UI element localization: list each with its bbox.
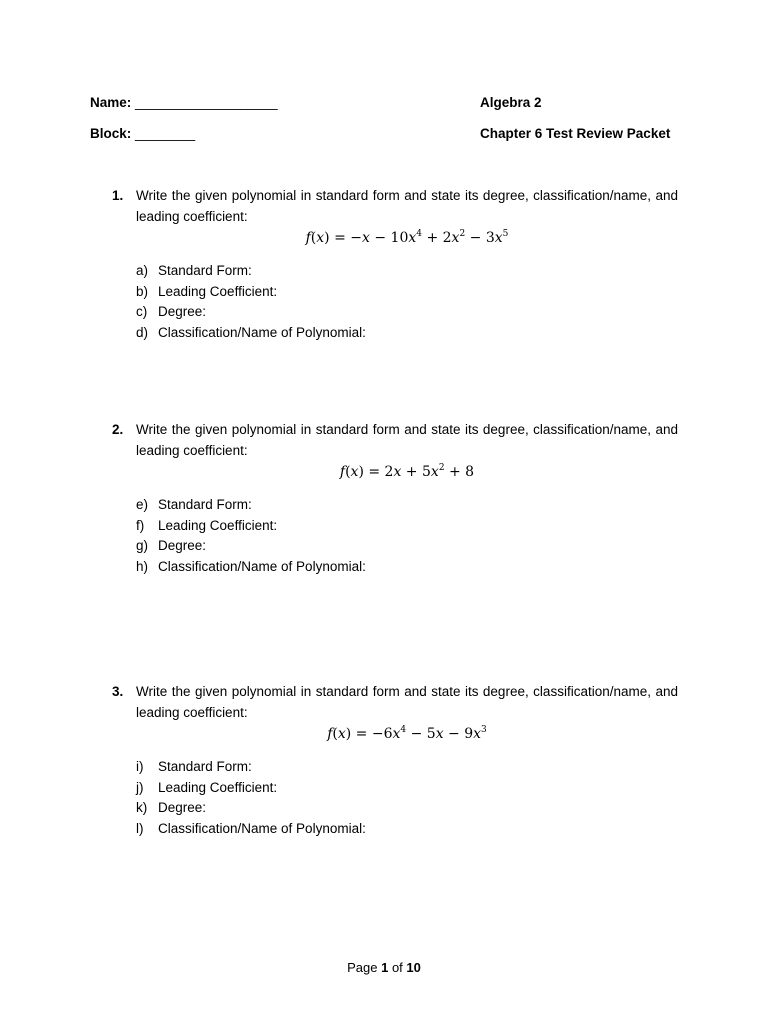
answer-parts bbox=[112, 261, 678, 343]
part-label: Classification/Name of Polynomial: bbox=[158, 558, 366, 574]
of-word: of bbox=[391, 960, 403, 975]
part-letter: c) bbox=[136, 304, 148, 319]
name-label: Name: bbox=[90, 95, 132, 110]
part-letter: e) bbox=[136, 497, 149, 512]
page-word: Page bbox=[347, 960, 378, 975]
part-label: Standard Form: bbox=[158, 263, 252, 278]
part-label: Standard Form: bbox=[158, 759, 252, 774]
part-letter: i) bbox=[136, 759, 144, 774]
packet-title: Chapter 6 Test Review Packet bbox=[480, 126, 671, 141]
part-label: Degree: bbox=[158, 538, 207, 553]
block-label: Block: bbox=[90, 126, 132, 141]
part-letter: k) bbox=[136, 800, 148, 815]
part-label: Classification/Name of Polynomial: bbox=[158, 820, 366, 836]
question-number: 2. bbox=[112, 422, 124, 437]
question-number: 1. bbox=[112, 188, 124, 203]
current-page: 1 bbox=[381, 960, 389, 975]
page-number bbox=[0, 960, 768, 975]
part-leading-coefficient bbox=[112, 516, 678, 537]
part-degree bbox=[112, 536, 678, 557]
course-title: Algebra 2 bbox=[480, 95, 542, 110]
part-degree bbox=[112, 302, 678, 323]
part-letter: a) bbox=[136, 263, 149, 278]
question-number: 3. bbox=[112, 684, 124, 699]
part-letter: g) bbox=[136, 538, 149, 553]
part-letter: j) bbox=[136, 779, 144, 795]
question-2 bbox=[112, 420, 678, 577]
part-label: Degree: bbox=[158, 800, 207, 815]
question-3 bbox=[112, 682, 678, 839]
polynomial-equation: $f(x) = -x - 10x^4 + 2x^2 - 3x^5$ bbox=[305, 229, 509, 246]
answer-parts bbox=[112, 495, 678, 577]
part-leading-coefficient bbox=[112, 282, 678, 303]
part-letter: b) bbox=[136, 283, 149, 299]
question-prompt: Write the given polynomial in standard form and state its degree, classification/name, and leading coefficient: bbox=[136, 684, 678, 720]
part-classification bbox=[112, 557, 678, 578]
polynomial-equation: $f(x) = 2x + 5x^2 + 8$ bbox=[339, 463, 475, 480]
part-label: Degree: bbox=[158, 304, 207, 319]
question-prompt: Write the given polynomial in standard form and state its degree, classification/name, and leading coefficient: bbox=[136, 422, 678, 458]
part-letter: l) bbox=[136, 820, 144, 836]
name-line: ___________________ bbox=[135, 95, 278, 110]
part-label: Classification/Name of Polynomial: bbox=[158, 324, 366, 340]
part-leading-coefficient bbox=[112, 778, 678, 799]
part-label: Leading Coefficient: bbox=[158, 779, 278, 795]
part-standard-form bbox=[112, 757, 678, 778]
name-field bbox=[90, 95, 278, 110]
question-prompt: Write the given polynomial in standard form and state its degree, classification/name, and leading coefficient: bbox=[136, 188, 678, 224]
part-letter: f) bbox=[136, 517, 145, 533]
part-classification bbox=[112, 323, 678, 344]
part-label: Standard Form: bbox=[158, 497, 252, 512]
part-classification bbox=[112, 819, 678, 840]
answer-parts bbox=[112, 757, 678, 839]
block-line: ________ bbox=[135, 126, 196, 141]
part-label: Leading Coefficient: bbox=[158, 283, 278, 299]
polynomial-equation: $f(x) = -6x^4 - 5x - 9x^3$ bbox=[327, 725, 487, 742]
block-field bbox=[90, 126, 195, 141]
question-1 bbox=[112, 186, 678, 343]
part-standard-form bbox=[112, 261, 678, 282]
part-standard-form bbox=[112, 495, 678, 516]
part-degree bbox=[112, 798, 678, 819]
part-letter: h) bbox=[136, 558, 149, 574]
part-letter: d) bbox=[136, 324, 149, 340]
part-label: Leading Coefficient: bbox=[158, 517, 278, 533]
total-pages: 10 bbox=[406, 960, 421, 975]
